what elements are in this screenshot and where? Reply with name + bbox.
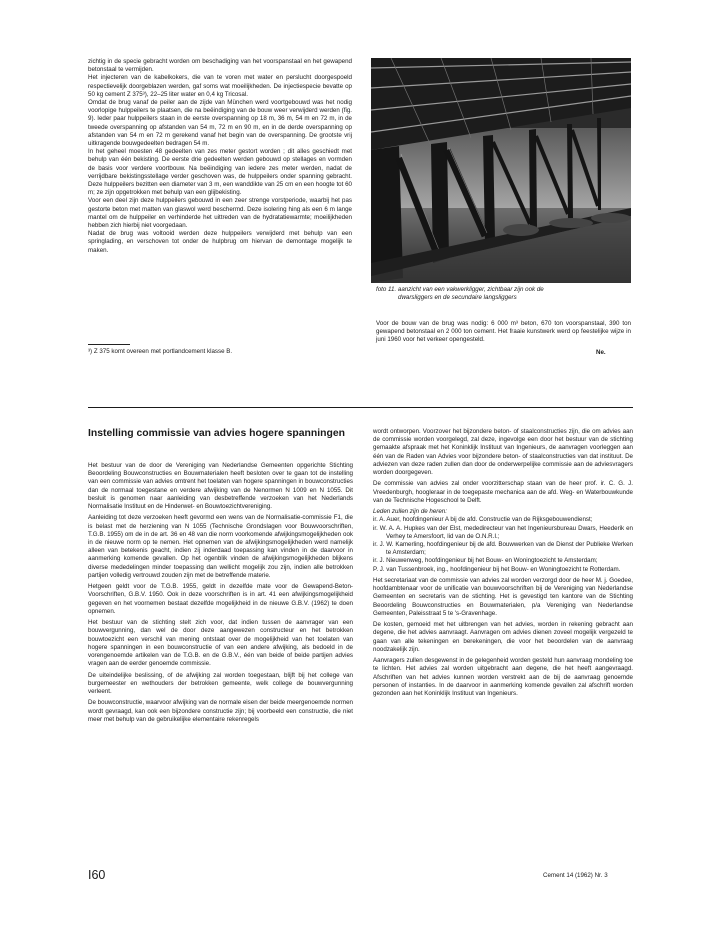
paragraph: zichtig in de specie gebracht worden om beschadiging van het voorspanstaal en het gewapend betonstaal te vermijden. xyxy=(88,58,352,74)
paragraph: De bouwconstructie, waarvoor afwijking van de normale eisen der beide meergenoemde normen wordt gevraagd, kan ook een bijzondere constructie zijn; bij voorbeeld een constructie, die niet meer met behulp van de gebruikelijke elementaire rekenregels xyxy=(88,699,353,723)
paragraph: Omdat de brug vanaf de peiler aan de zijde van München werd voortgebouwd was het nodig voorlopige hulppeilers te plaatsen, die na beëindiging van de bouw weer verwijderd werden (fig. 9). Ieder paar hulppeilers staan in de eerste overspanning op 18 m, 36 m, 54 m en 72 m, in de tweede overspanning op afstanden van 54 m, 72 m en 90 m, en in de derde overspanning op afstanden van 54 m en 72 m gerekend vanaf het begin van de overspanning. De grootste vrij uitkragende bouwgedeelten bedragen 54 m. xyxy=(88,99,352,148)
article-title: Instelling commissie van advies hogere spanningen xyxy=(88,428,345,439)
paragraph: Het bestuur van de stichting stelt zich voor, dat indien tussen de aanvrager van een bouwvergunning, dan wel de door deze aangewezen constructeur en het betrokken bouwtoezicht een verschil van mening ontstaat over de mogelijkheid van het toelaten van hogere spanningen in een bouwconstructie of van een andere afwijking, als bedoeld in de vorengenoemde artikelen van de T.G.B. en de G.B.V., één van beide of beide partijen advies vragen aan de eerder genoemde commissie. xyxy=(88,619,353,668)
paragraph: Voor de bouw van de brug was nodig: 6 000 m³ beton, 670 ton voorspanstaal, 390 ton gewapend betonstaal en 2 000 ton cement. Het fraaie kunstwerk werd op feestelijke wijze in juni 1960 voor het verkeer opengesteld. xyxy=(376,320,631,344)
top-right-column xyxy=(376,320,631,345)
section-divider xyxy=(88,407,633,408)
paragraph: De commissie van advies zal onder voorzitterschap staan van de heer prof. ir. C. G. J. Vreedenburgh, hoogleraar in de toegepaste mechanica aan de afd. Weg- en Waterbouwkunde van de Technische Hogeschool te Delft. xyxy=(373,480,633,504)
paragraph: Voor een deel zijn deze hulppeilers gebouwd in een zeer strenge vorstperiode, waarbij het pas gestorte beton met matten van glaswol werd beschermd. Deze isolering hing als een 6 m lange mantel om de hulppeiler en verhinderde het uittreden van de hydratatiewarmte; moeilijkheden hebben zich hierbij niet voorgedaan. xyxy=(88,197,352,230)
member-item: ir. J. W. Kamerling, hoofdingenieur bij de afd. Bouwwerken van de Dienst der Publieke Werken te Amsterdam; xyxy=(373,541,633,557)
paragraph: Het secretariaat van de commissie van advies zal worden verzorgd door de heer M. j. Goedee, hoofdambtenaar voor de unificatie van bouwvoorschriften bij de Vereniging van Nederlandse Gemeenten en secretaris van de stichting. Het is gevestigd ten kantore van de Stichting Beoordeling Bouwconstructies en Bouwmaterialen, p/a Vereniging van Nederlandse Gemeenten, Paleisstraat 5 te 's-Gravenhage. xyxy=(373,577,633,617)
footnote: ³) Z 375 komt overeen met portlandcement klasse B. xyxy=(88,348,233,355)
members-intro: Leden zullen zijn de heren: xyxy=(373,508,447,516)
paragraph: De uiteindelijke beslissing, of de afwijking zal worden toegestaan, blijft bij het college van burgemeester en wethouders der betrokken gemeente, welk college de bouwvergunning verleent. xyxy=(88,671,353,696)
paragraph: In het geheel moesten 48 gedeelten van zes meter gestort worden ; dit alles geschiedt met behulp van één bekisting. De eerste drie gedeelten werden gebouwd op stellages en vormden de basis voor verdere voortbouw. Na beëindiging van iedere zes meter werden, nadat de verrijdbare bekistingsstellage verder geschoven was, de hulppeilers onder spanning gebracht. Deze hulppeilers bezitten een diameter van 3 m, een wanddikte van 25 cm en een hoogte tot 60 m; ze zijn opgetrokken met behulp van een glijbekisting. xyxy=(88,148,352,197)
paragraph: Het injecteren van de kabelkokers, die van te voren met water en perslucht doorgespoeld respectievelijk doorgeblazen werden, gaf soms wat moeilijkheden. De injectiespecie bevatte op 50 kg cement Z 375³), 22–25 liter water en 0,4 kg Tricosal. xyxy=(88,74,352,98)
journal-reference: Cement 14 (1962) Nr. 3 xyxy=(543,872,608,879)
paragraph: wordt ontworpen. Voorzover het bijzondere beton- of staalconstructies zijn, die om advies aan de commissie worden voorgelegd, zal deze, ingevolge een door het bestuur van de stichting gemaakte afspraak met het Koninklijk Instituut van Ingenieurs, de aanvragen voorleggen aan één van de Raden van Advies voor bijzondere beton- of staalconstructies van dat instituut. De adviezen van deze raden zullen dan door de onderwerpelijke commissie aan de adviesvragers worden doorgegeven. xyxy=(373,428,633,477)
article-right-column xyxy=(373,428,633,698)
top-left-column xyxy=(88,58,352,255)
member-item: ir. J. Nieuwenweg, hoofdingenieur bij het Bouw- en Woningtoezicht te Amsterdam; xyxy=(373,557,598,565)
page-number: I60 xyxy=(88,868,106,882)
bridge-truss-photo xyxy=(371,58,631,283)
caption-line: foto 11. aanzicht van een vakwerkligger, zichtbaar zijn ook de xyxy=(376,286,544,293)
caption-line: dwarsliggers en de secundaire langsliggers xyxy=(398,294,517,302)
paragraph: Aanleiding tot deze verzoeken heeft gevormd een wens van de Normalisatie-commissie F1, die is belast met de herziening van N 1055 (Technische Grondslagen voor Bouwvoorschriften, T.G.B. 1955) om de in de art. 36 en 48 van die norm voorkomende afwijkingsmogelijkheden ook in de nieuwe norm op te nemen. Het opnemen van de afwijkingsmogelijkheden werd namelijk alleen van betekenis geacht, indien zij inderdaad toepassing kan vinden in de daarvoor in aanmerking komende gevallen. Op het ogenblik vinden de afwijkingsmogelijkheden blijkens diverse mededelingen minder toepassing dan wellicht mogelijk zou zijn, indien alle betrokken partijen volledig vertrouwd zouden zijn met de betreffende materie. xyxy=(88,514,353,579)
member-item: P. J. van Tussenbroek, ing., hoofdingenieur bij het Bouw- en Woningtoezicht te Rotterdam. xyxy=(373,565,621,573)
author-signature: Ne. xyxy=(596,349,606,356)
footnote-rule xyxy=(88,344,130,345)
paragraph: Aanvragers zullen desgewenst in de gelegenheid worden gesteld hun aanvraag mondeling toe te lichten. Het advies zal worden uitgebracht aan degene, die het heeft aangevraagd. Afschriften van het advies kunnen worden verstrekt aan de bij de aanvraag genoemde personen of instanties. In de daarvoor in aanmerking komende gevallen zal afschrift worden gezonden aan het Koninklijk Instituut van Ingenieurs. xyxy=(373,657,633,698)
member-item: ir. W. A. A. Hupkes van der Elst, mededirecteur van het Ingenieursbureau Dwars, Heederik en Verhey te Amersfoort, lid van de O.N.R.I.; xyxy=(373,524,633,540)
member-item: ir. A. Auer, hoofdingenieur A bij de afd. Constructie van de Rijksgebouwendienst; xyxy=(373,516,593,524)
paragraph: Het bestuur van de door de Vereniging van Nederlandse Gemeenten opgerichte Stichting Beoordeling Bouwconstructies en Bouwmaterialen heeft besloten over te gaan tot de instelling van een commissie van advies omtrent het toelaten van hogere spanningen in bouwconstructies dan de normaal toegestane en verdere afwijking van de Nenormen N 1009 en N 1055. Dit besluit is genomen naar aanleiding van desbetreffende verzoeken van het Nederlands Normalisatie Instituut en de Hinderwet- en Bouwtoezichtvereniging. xyxy=(88,462,353,511)
article-left-column xyxy=(88,462,353,724)
paragraph: Hetgeen geldt voor de T.G.B. 1955, geldt in dezelfde mate voor de Gewapend-Beton-Voorschriften, G.B.V. 1950. Ook in deze voorschriften is in art. 41 een afwijkingsmogelijkheid gegeven en het voornemen bestaat dezelfde mogelijkheid in de nieuwe G.B.V. (1962) te doen opnemen. xyxy=(88,583,353,615)
photo-caption xyxy=(376,286,631,302)
paragraph: Nadat de brug was voltooid werden deze hulppeilers verwijderd met behulp van een springlading, en verschoven tot onder de hulpbrug om hiervan de demontage mogelijk te maken. xyxy=(88,230,352,254)
paragraph: De kosten, gemoeid met het uitbrengen van het advies, worden in rekening gebracht aan degene, die het advies aanvraagt. Aanvragen om advies dienen zoveel mogelijk vergezeld te gaan van alle tekeningen en berekeningen, die voor het beoordelen van de aanvraag noodzakelijk zijn. xyxy=(373,621,633,653)
